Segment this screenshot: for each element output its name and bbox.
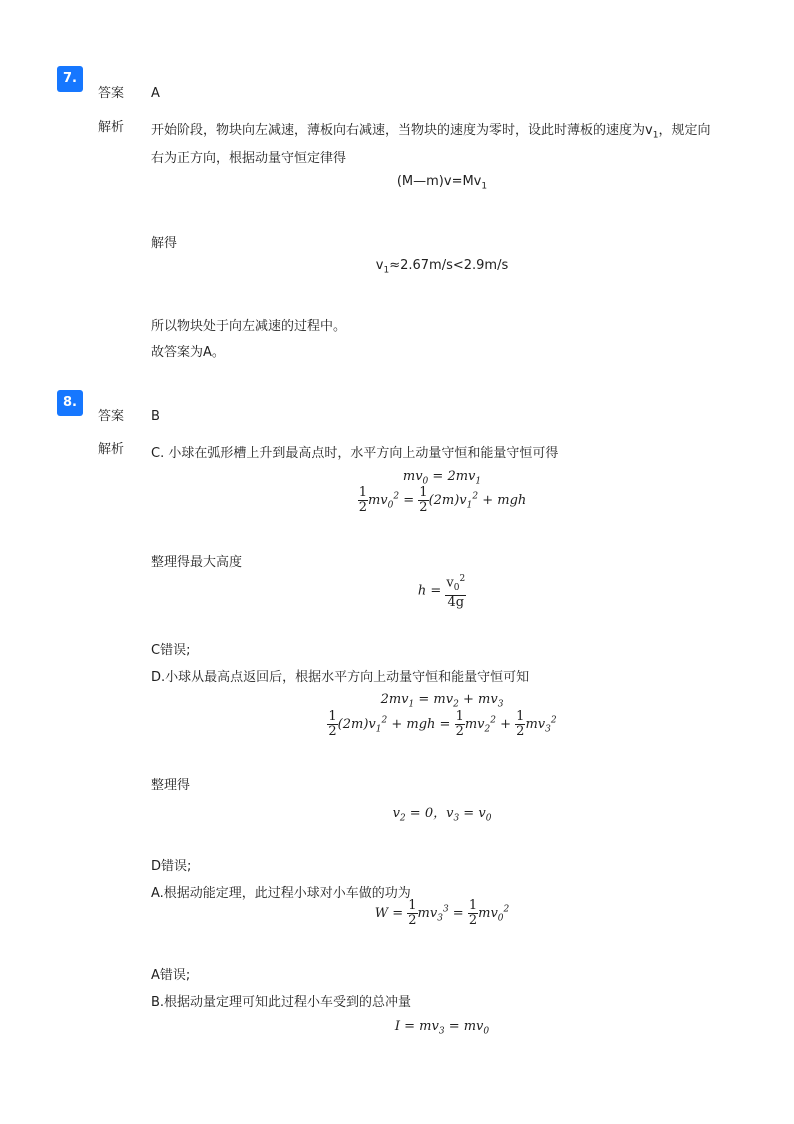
analysis-line: A.根据动能定理，此过程小球对小车做的功为 [151, 886, 411, 901]
analysis-line: 所以物块处于向左减速的过程中。 [151, 319, 347, 334]
equation: h = $\frac{v_0^2}{4g}$ [417, 574, 466, 610]
question-number-badge: 8. [57, 390, 83, 416]
analysis-line: B.根据动量定理可知此过程小车受到的总冲量 [151, 995, 412, 1010]
answer-value: B [151, 409, 160, 424]
equation: $v_2 = 0$，$v_3 = v_0$ [392, 806, 492, 824]
analysis-line: 故答案为A。 [151, 345, 225, 360]
answer-label: 答案 [98, 86, 125, 101]
equation: $\frac{1}{2}$ $(2m)v_1^2$ + mgh = $\frac{1}{2}$ $mv_2^2$ + $\frac{1}{2}$ $mv_3^2$ [328, 709, 557, 739]
analysis-label: 解析 [98, 120, 125, 135]
analysis-line: 整理得最大高度 [151, 555, 243, 570]
analysis-line: 整理得 [151, 778, 191, 793]
answer-label: 答案 [98, 409, 125, 424]
analysis-line: 解得 [151, 236, 178, 251]
analysis-label: 解析 [98, 442, 125, 457]
equation: W = $\frac{1}{2}$ $mv_3^3$ = $\frac{1}{2}$ $mv_0^2$ [374, 898, 510, 928]
analysis-line: D.小球从最高点返回后，根据水平方向上动量守恒和能量守恒可知 [151, 670, 530, 685]
question-number-badge: 7. [57, 66, 83, 92]
analysis-line: A错误; [151, 968, 191, 983]
equation: $2mv_1 = mv_2 + mv_3$ [380, 692, 504, 710]
equation: $(M—m)v=Mv_1$ [396, 174, 488, 192]
analysis-line: 右为正方向，根据动量守恒定律得 [151, 151, 347, 166]
answer-value: A [151, 86, 160, 101]
analysis-line: 开始阶段，物块向左减速，薄板向右减速，当物块的速度为零时，设此时薄板的速度为$v_1$，规定向 [151, 123, 711, 141]
analysis-line: C错误; [151, 643, 191, 658]
equation: $mv_0 = 2mv_1$ [402, 469, 482, 487]
equation: $\frac{1}{2}$ $mv_0^2$ = $\frac{1}{2}$ $(2m)v_1^2$ + mgh [358, 485, 527, 515]
analysis-line: C. 小球在弧形槽上升到最高点时，水平方向上动量守恒和能量守恒可得 [151, 446, 559, 461]
equation: $v_1\approx 2.67m/s<2.9m/s$ [375, 258, 509, 276]
analysis-line: D错误; [151, 859, 192, 874]
equation: $I = mv_3 = mv_0$ [394, 1019, 490, 1037]
